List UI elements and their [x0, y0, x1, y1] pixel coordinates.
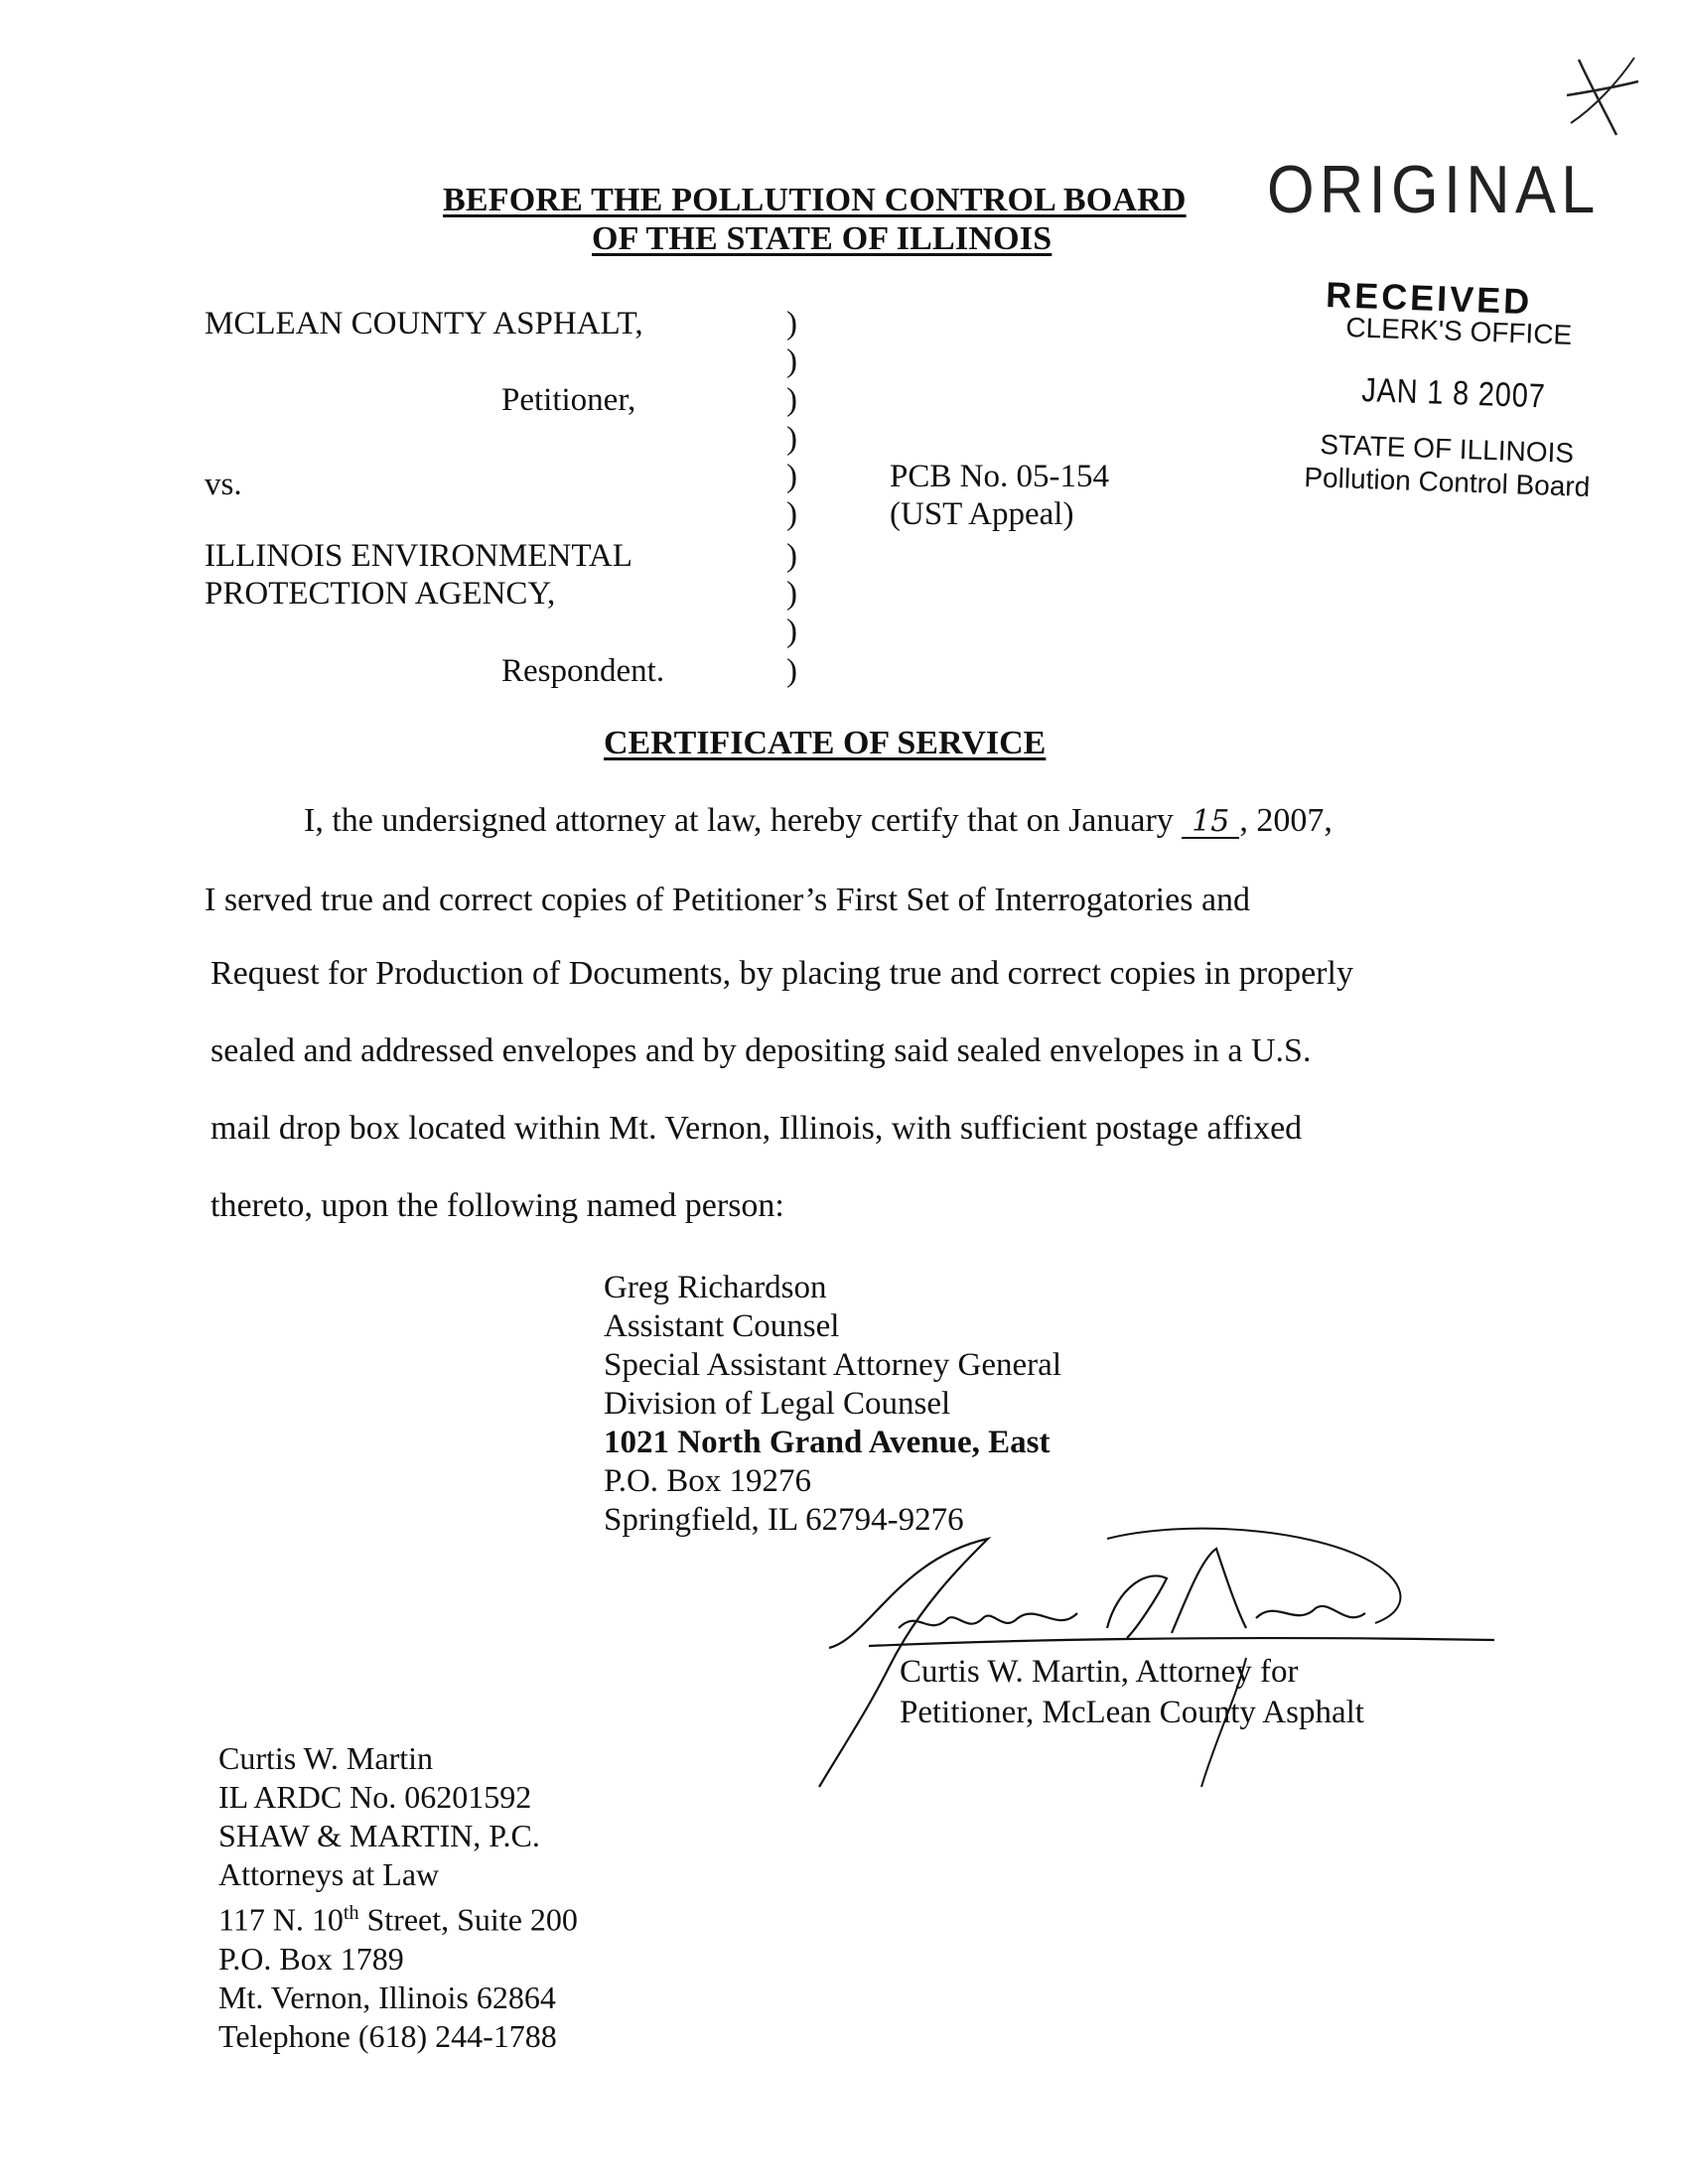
original-stamp: ORIGINAL [1267, 152, 1601, 227]
recipient-title2: Special Assistant Attorney General [604, 1347, 1061, 1383]
petitioner-role: Petitioner, [501, 382, 636, 418]
attorney-phone: Telephone (618) 244-1788 [218, 2017, 557, 2054]
caption-paren: ) [786, 653, 797, 689]
recipient-division: Division of Legal Counsel [604, 1386, 951, 1422]
case-type: (UST Appeal) [890, 496, 1074, 532]
caption-paren: ) [786, 614, 797, 649]
attorney-city: Mt. Vernon, Illinois 62864 [218, 1979, 556, 2015]
attorney-role: Attorneys at Law [218, 1856, 440, 1892]
heading-line1: BEFORE THE POLLUTION CONTROL BOARD [443, 182, 1187, 218]
respondent-name-line2: PROTECTION AGENCY, [205, 576, 556, 612]
body-line-3: Request for Production of Documents, by placing true and correct copies in properly [210, 955, 1353, 992]
attorney-street: 117 N. 10th Street, Suite 200 [218, 1901, 578, 1938]
caption-paren: ) [786, 421, 797, 457]
body-line-6: thereto, upon the following named person: [210, 1187, 784, 1224]
body-line-1 [304, 802, 1333, 840]
attorney-firm: SHAW & MARTIN, P.C. [218, 1818, 540, 1853]
attorney-block [218, 1739, 578, 2056]
signature-caption-line1: Curtis W. Martin, Attorney for [900, 1654, 1299, 1690]
attorney-name: Curtis W. Martin [218, 1740, 434, 1776]
recipient-name: Greg Richardson [604, 1270, 827, 1305]
caption-paren: ) [786, 382, 797, 418]
document-title: CERTIFICATE OF SERVICE [604, 725, 1047, 761]
petitioner-name: MCLEAN COUNTY ASPHALT, [205, 306, 643, 341]
recipient-po-box: P.O. Box 19276 [604, 1463, 812, 1499]
body-line-2: I served true and correct copies of Petitioner’s First Set of Interrogatories and [205, 882, 1251, 918]
caption-paren: ) [786, 496, 797, 532]
body-line-4: sealed and addressed envelopes and by depositing said sealed envelopes in a U.S. [210, 1032, 1312, 1069]
attorney-ardc: IL ARDC No. 06201592 [218, 1779, 532, 1815]
caption-paren: ) [786, 538, 797, 574]
corner-x-mark [1557, 52, 1646, 141]
heading-line2: OF THE STATE OF ILLINOIS [592, 220, 1052, 257]
recipient-title1: Assistant Counsel [604, 1308, 840, 1344]
caption-paren: ) [786, 459, 797, 494]
stamp-state: STATE OF ILLINOIS [1319, 429, 1575, 469]
case-number: PCB No. 05-154 [890, 459, 1109, 494]
handwritten-day: 15 [1182, 807, 1239, 839]
signature-caption-line2: Petitioner, McLean County Asphalt [900, 1695, 1364, 1730]
recipient-street: 1021 North Grand Avenue, East [604, 1425, 1051, 1460]
caption-paren: ) [786, 576, 797, 612]
respondent-role: Respondent. [501, 653, 665, 689]
body-line-1-year: , 2007, [1239, 802, 1333, 839]
recipient-address [604, 1269, 1061, 1540]
stamp-board: Pollution Control Board [1303, 462, 1591, 503]
attorney-po-box: P.O. Box 1789 [218, 1940, 404, 1977]
clerks-office-label: CLERK'S OFFICE [1344, 312, 1573, 350]
body-line-5: mail drop box located within Mt. Vernon, Illinois, with sufficient postage affixed [210, 1110, 1303, 1147]
respondent-name-line1: ILLINOIS ENVIRONMENTAL [205, 538, 632, 574]
caption-paren: ) [786, 343, 797, 379]
versus-label: vs. [205, 467, 242, 502]
recipient-city: Springfield, IL 62794-9276 [604, 1502, 964, 1538]
body-line-1-text: I, the undersigned attorney at law, hereby certify that on January [304, 802, 1174, 839]
signature-caption [900, 1652, 1364, 1733]
received-label: RECEIVED [1325, 274, 1533, 323]
received-date: JAN 1 8 2007 [1360, 371, 1547, 416]
caption-paren: ) [786, 306, 797, 341]
